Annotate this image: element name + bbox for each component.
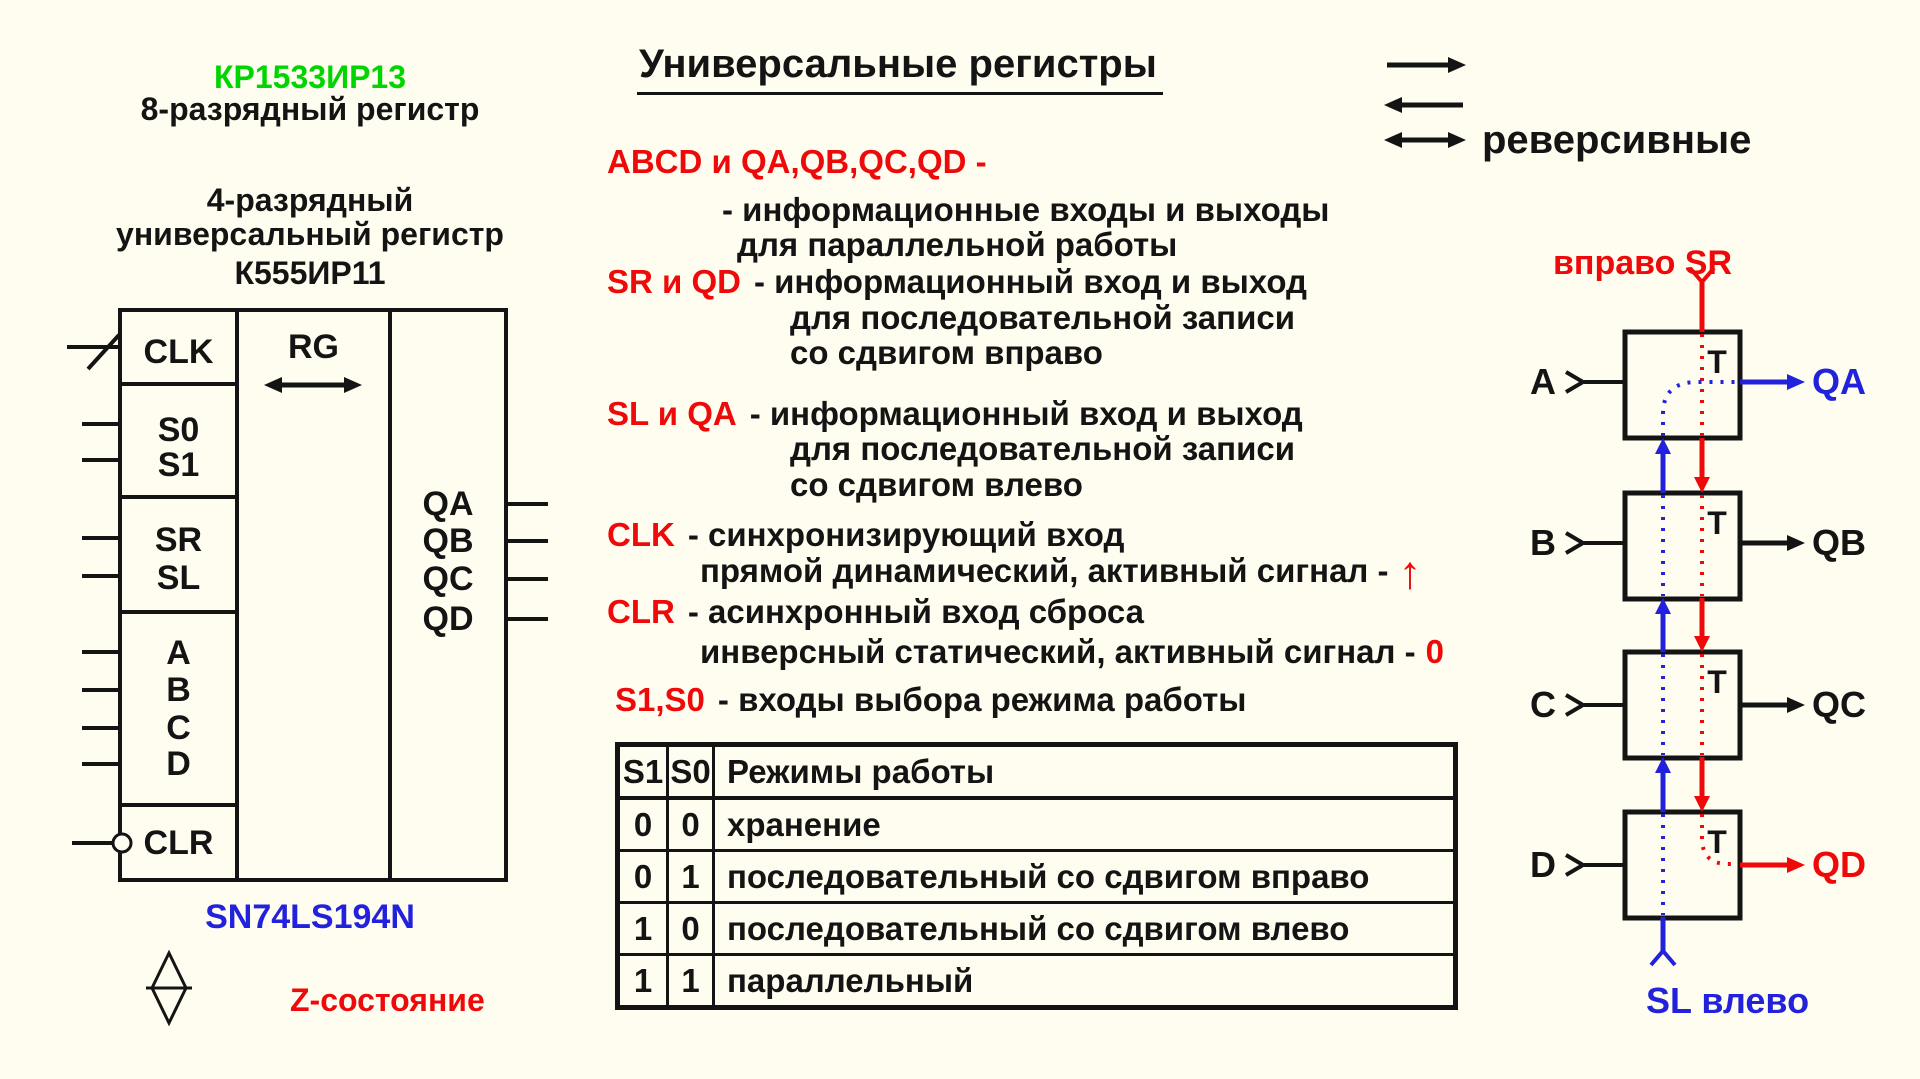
signal-sl-desc2: со сдвигом влево	[790, 466, 1083, 503]
ff-input-d	[1530, 844, 1625, 885]
svg-text:QC: QC	[1812, 684, 1866, 725]
signal-term: S1,S0	[615, 681, 705, 718]
ff-output-qd	[1740, 844, 1866, 885]
signal-desc: - информационный вход и выход	[753, 263, 1308, 300]
table-cell: последовательный со сдвигом влево	[714, 903, 1456, 955]
chip4-name: К555ИР11	[234, 255, 386, 291]
chip-rg-symbol: RG	[288, 328, 339, 366]
ff-output-qb	[1740, 522, 1866, 563]
signal-abcd-term	[607, 144, 987, 180]
chip-pin-qa: QA	[422, 485, 474, 523]
svg-text:QD: QD	[1812, 844, 1866, 885]
table-header-s0: S0	[668, 745, 714, 799]
chip-pin-clr: CLR	[143, 824, 214, 862]
signal-desc: - входы выбора режима работы	[717, 681, 1247, 718]
signal-clr-desc	[700, 634, 1444, 670]
signal-sr-desc2: со сдвигом вправо	[790, 334, 1103, 371]
chip-pin-sr: SR	[154, 521, 203, 559]
chip-output-pin-lines	[506, 504, 548, 619]
table-cell: 1	[618, 903, 668, 955]
table-header-row	[618, 745, 1456, 799]
chip-pin-a: A	[166, 634, 191, 672]
svg-text:QA: QA	[1812, 361, 1866, 402]
ff-input-c	[1530, 684, 1625, 725]
signal-desc: - синхронизирующий вход	[687, 516, 1125, 553]
signal-term: ABCD и QA,QB,QC,QD -	[607, 143, 987, 180]
table-header-modes: Режимы работы	[714, 745, 1456, 799]
table-cell: 0	[618, 851, 668, 903]
signal-clr-line	[607, 594, 1144, 630]
table-cell: 1	[668, 851, 714, 903]
ff-t-label: T	[1707, 505, 1727, 541]
chip-input-pin-lines	[67, 347, 120, 843]
signal-desc: - информационный вход и выход	[749, 395, 1303, 432]
signal-clk-line	[607, 517, 1124, 553]
ff-output-qc	[1740, 684, 1866, 725]
chip4-description-line1: 4-разрядный	[206, 182, 414, 218]
chip-pin-qd: QD	[422, 600, 474, 638]
legend-arrow-right	[1387, 57, 1466, 73]
modes-table	[615, 742, 1458, 1010]
legend-arrow-left	[1384, 97, 1463, 113]
active-edge-arrow-icon: ↑	[1398, 546, 1422, 598]
table-cell: 1	[668, 955, 714, 1008]
rg-bidirectional-arrow	[264, 377, 362, 393]
chip-pin-d: D	[166, 745, 191, 783]
table-cell: 0	[618, 798, 668, 851]
signal-sl-line	[607, 396, 1303, 432]
chip-pin-qb: QB	[422, 522, 474, 560]
clk-dynamic-edge-slash	[88, 335, 119, 369]
signal-desc: прямой динамический, активный сигнал -	[700, 552, 1389, 589]
flipflop-chain	[1530, 268, 1866, 965]
ff-t-label: T	[1707, 344, 1727, 380]
chip-pin-c: C	[166, 709, 191, 747]
z-state-label: Z-состояние	[290, 982, 485, 1018]
chip8-description: 8-разрядный регистр	[140, 91, 480, 127]
table-cell: 0	[668, 798, 714, 851]
ff-t-label: T	[1707, 824, 1727, 860]
table-row	[618, 903, 1456, 955]
chip-pin-s0: S0	[157, 411, 200, 449]
svg-text:D: D	[1530, 844, 1556, 885]
table-row	[618, 851, 1456, 903]
signal-desc: инверсный статический, активный сигнал -	[700, 633, 1416, 670]
ff-output-qa	[1740, 361, 1866, 402]
ff-t-label: T	[1707, 664, 1727, 700]
signal-term: CLK	[607, 516, 675, 553]
table-cell: хранение	[714, 798, 1456, 851]
chip-pin-b: B	[166, 671, 191, 709]
table-row	[618, 798, 1456, 851]
signal-abcd-desc1: - информационные входы и выходы	[722, 191, 1330, 228]
svg-text:A: A	[1530, 361, 1556, 402]
signal-sr-desc1: для последовательной записи	[790, 299, 1296, 336]
chip8-name: КР1533ИР13	[214, 59, 406, 95]
table-cell: 0	[668, 903, 714, 955]
signal-abcd-desc2: для параллельной работы	[737, 226, 1178, 263]
chip-pin-s1: S1	[157, 446, 200, 484]
signal-sl-desc1: для последовательной записи	[790, 430, 1296, 467]
legend-arrows	[1384, 57, 1466, 148]
page-title: Универсальные регистры	[637, 42, 1163, 95]
table-cell: 1	[618, 955, 668, 1008]
legend-reversible-label: реверсивные	[1482, 118, 1752, 162]
signal-s1s0-line	[615, 682, 1246, 718]
foreign-part-number: SN74LS194N	[205, 898, 415, 936]
svg-text:B: B	[1530, 522, 1556, 563]
svg-text:QB: QB	[1812, 522, 1866, 563]
signal-clk-desc	[700, 546, 1422, 598]
chip-pin-clk: CLK	[143, 333, 214, 371]
table-cell: параллельный	[714, 955, 1456, 1008]
chip-pin-sl: SL	[156, 559, 201, 597]
signal-term: SL и QA	[607, 395, 737, 432]
chip-pin-qc: QC	[422, 560, 474, 598]
table-row	[618, 955, 1456, 1008]
z-state-symbol	[146, 953, 192, 1023]
signal-term: CLR	[607, 593, 675, 630]
signal-sr-line	[607, 264, 1307, 300]
legend-arrow-bidirectional	[1384, 132, 1466, 148]
signal-term: SR и QD	[607, 263, 741, 300]
table-header-s1: S1	[618, 745, 668, 799]
signal-desc: - асинхронный вход сброса	[687, 593, 1145, 630]
chip4-description-line2: универсальный регистр	[116, 216, 504, 252]
ff-input-a	[1530, 361, 1625, 402]
svg-text:C: C	[1530, 684, 1556, 725]
ff-input-b	[1530, 522, 1625, 563]
table-cell: последовательный со сдвигом вправо	[714, 851, 1456, 903]
shift-left-label: SL влево	[1646, 980, 1810, 1021]
shift-right-label: вправо SR	[1553, 244, 1733, 282]
active-level-zero: 0	[1425, 633, 1444, 670]
